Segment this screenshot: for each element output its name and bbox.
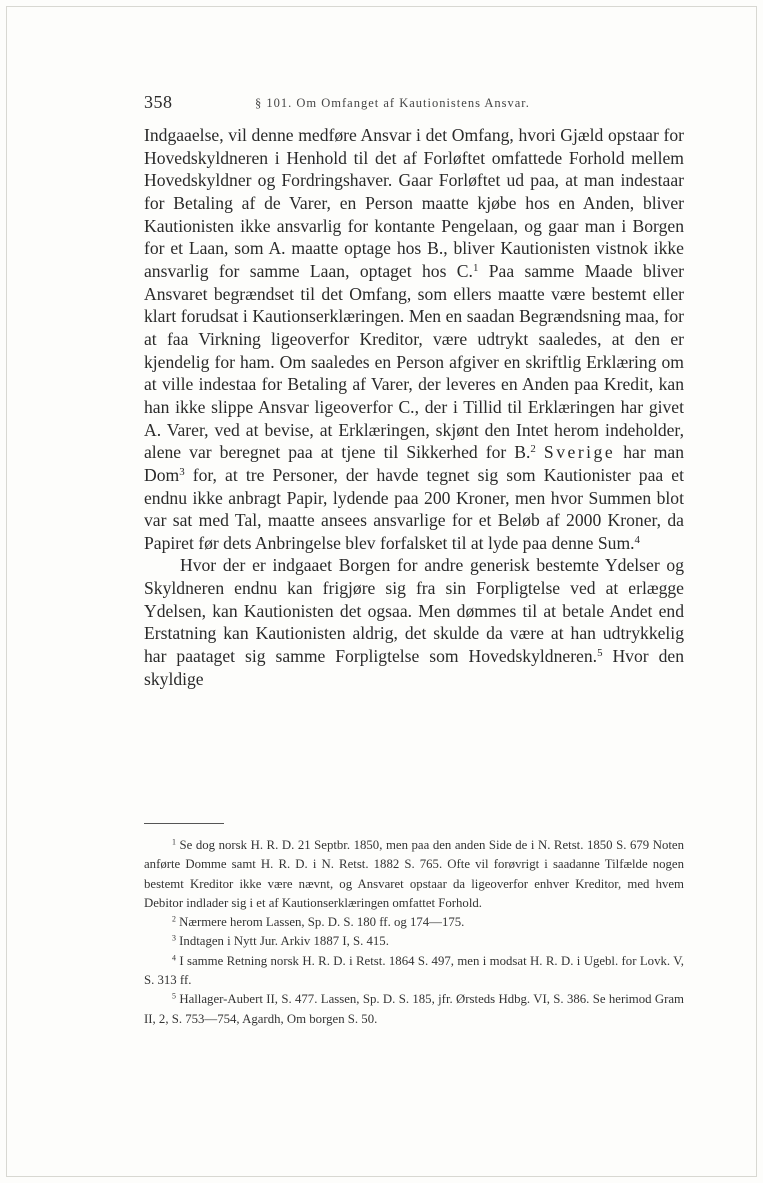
footnote-divider — [144, 823, 224, 824]
paragraph-1 — [144, 124, 684, 554]
footnote-ref-1: 1 — [472, 261, 479, 274]
footnote-number: 4 — [172, 953, 176, 963]
footnote — [144, 990, 684, 1029]
footnote-text: I samme Retning norsk H. R. D. i Retst. 1864 S. 497, men i modsat H. R. D. i Ugebl. for Lovk. V, S. 313 ff. — [144, 953, 684, 988]
footnote — [144, 836, 684, 913]
paragraph-text: for, at tre Personer, der havde tegnet sig som Kautionister paa et endnu ikke anbragt Papir, lydende paa 200 Kroner, men hvor Summen blot var sat med Tal, maatte ansees ansvarlige for et Beløb af 2000 Kroner, da Papiret før dets Anbringelse blev forfalsket til at lyde paa denne Sum. — [144, 464, 684, 553]
main-text — [144, 124, 684, 690]
footnote — [144, 952, 684, 991]
paragraph-2 — [144, 554, 684, 690]
paragraph-text: Hvor der er indgaaet Borgen for andre generisk bestemte Ydelser og Skyldneren endnu kan frigjøre sig fra sin Forpligtelse ved at erlægge Ydelsen, kan Kautionisten det ogsaa. Men dømmes til at betale Andet end Erstatning kan Kautionisten aldrig, det skulde da være at han udtrykkelig har paataget sig samme Forpligtelse som Hovedskyldneren. — [144, 555, 684, 667]
paragraph-text: Indgaaelse, vil denne medføre Ansvar i det Omfang, hvori Gjæld opstaar for Hovedskyldneren i Henhold til det af Forløftet omfattede Forhold mellem Hovedskyldner og Fordringshaver. Gaar Forløftet ud paa, at man indestaar for Betaling af de Varer, en Person maatte kjøbe hos en Anden, bliver Kautionisten ikke ansvarlig for kontante Pengelaan, og gaar man i Borgen for et Laan, som A. maatte optage hos B., bliver Kautionisten vistnok ikke ansvarlig for samme Laan, optaget hos C. — [144, 125, 684, 281]
footnote-number: 1 — [172, 837, 176, 847]
footnote-text: Nærmere herom Lassen, Sp. D. S. 180 ff. og 174—175. — [179, 915, 465, 930]
spaced-emphasis: Sverige — [543, 442, 616, 463]
page-header — [144, 92, 684, 116]
page-number: 358 — [144, 92, 173, 112]
paragraph-text: har man Dom — [144, 442, 684, 485]
footnote-text: Indtagen i Nytt Jur. Arkiv 1887 I, S. 415. — [179, 934, 389, 949]
footnote — [144, 913, 684, 932]
footnote-ref-2: 2 — [530, 443, 536, 456]
running-title: § 101. Om Omfanget af Kautionistens Ansvar. — [255, 96, 530, 110]
footnote-text: Hallager-Aubert II, S. 477. Lassen, Sp. D. S. 185, jfr. Ørsteds Hdbg. VI, S. 386. Se herimod Gram II, 2, S. 753—754, Agardh, Om borgen S. 50. — [144, 992, 685, 1026]
footnote-number: 5 — [172, 992, 176, 1002]
paragraph-text: Hvor den skyldige — [144, 646, 684, 689]
footnotes — [144, 836, 684, 1029]
footnote-number: 2 — [172, 914, 176, 924]
paragraph-text: Paa samme Maade bliver Ansvaret begrændset til det Omfang, som ellers maatte være bestemt eller klart forudsat i Kautionserklæringen. Men en saadan Begrændsning maa, for at faa Virkning ligeoverfor Kreditor, være udtrykt saaledes, at den er kjendelig for ham. Om saaledes en Person afgiver en skriftlig Erklæring om at ville indestaa for Betaling af Varer, der leveres en Anden paa Kredit, kan han ikke slippe Ansvar ligeoverfor C., der i Tillid til Erklæringen har givet A. Varer, ved at bevise, at Erklæringen, skjønt den Intet herom indeholder, alene var beregnet paa at tjene til Sikkerhed for B. — [144, 260, 684, 463]
footnote-ref-3: 3 — [179, 465, 185, 478]
footnote-ref-5: 5 — [597, 647, 603, 660]
footnote-ref-4: 4 — [634, 533, 640, 546]
footnote-number: 3 — [172, 934, 176, 944]
footnote-text: Se dog norsk H. R. D. 21 Septbr. 1850, men paa den anden Side de i N. Retst. 1850 S. 679 Noten anførte Domme samt H. R. D. i N. Retst. 1882 S. 765. Ofte vil forøvrigt i saadanne Tilfælde nogen bestemt Kreditor ikke være nævnt, og Ansvaret opstaar da ligeoverfor enhver Kreditor, med hvem Debitor indlader sig i et af Kautionserklæringen omfattet Forhold. — [144, 838, 684, 910]
footnote — [144, 932, 684, 951]
